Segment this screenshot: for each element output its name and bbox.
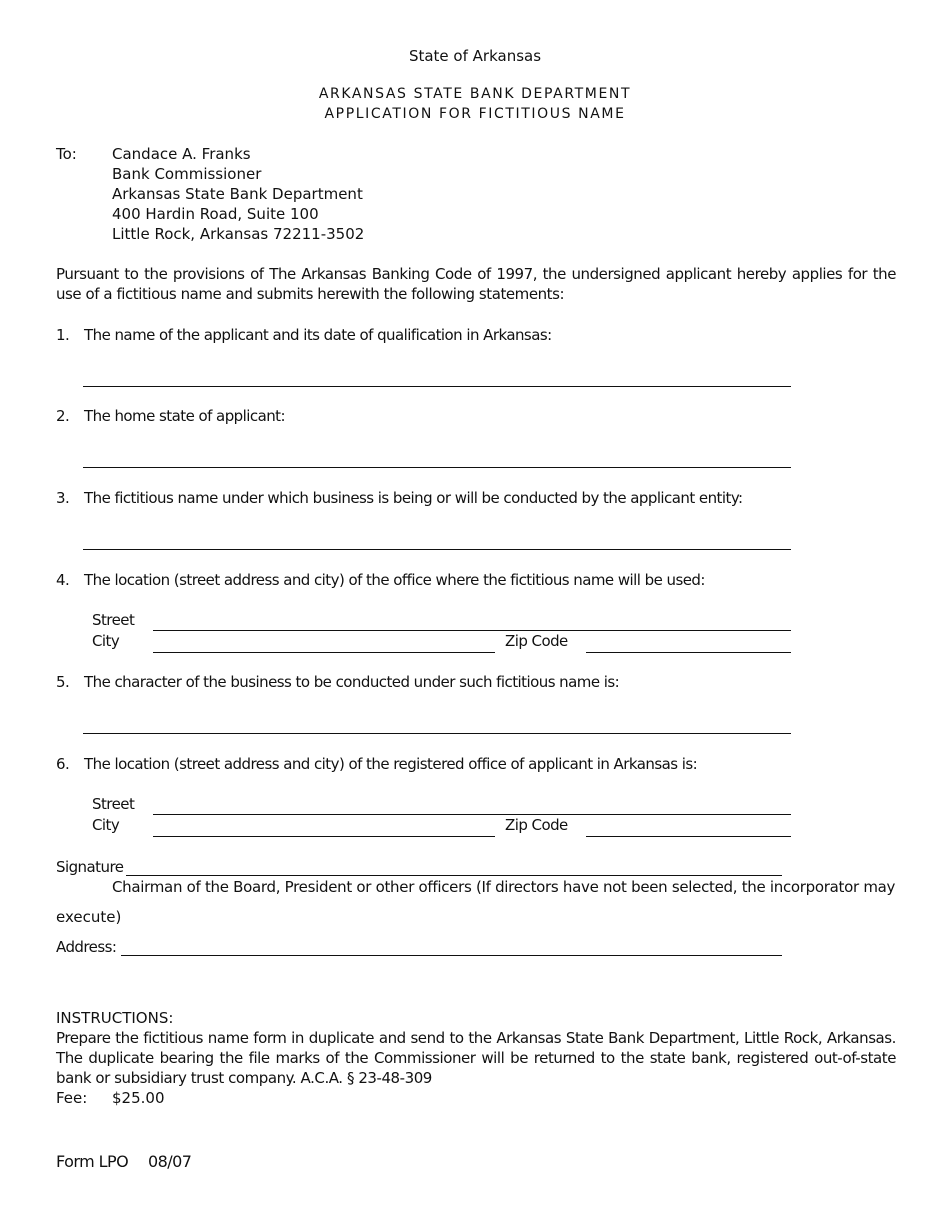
instructions-heading: INSTRUCTIONS: [56, 1009, 174, 1027]
office-city-line[interactable] [153, 652, 495, 653]
city-label: City [92, 816, 120, 834]
registered-street-line[interactable] [153, 814, 791, 815]
address-label: Address: [56, 938, 117, 956]
home-state-line[interactable] [83, 467, 791, 468]
item-text: The name of the applicant and its date of qualification in Arkansas: [84, 326, 552, 344]
addressee-title: Bank Commissioner [112, 165, 262, 183]
form-date: 08/07 [148, 1152, 192, 1171]
item-text: The character of the business to be conducted under such fictitious name is: [84, 673, 620, 691]
applicant-name-line[interactable] [83, 386, 791, 387]
instructions-text: Prepare the fictitious name form in duplicate and send to the Arkansas State Bank Department, Little Rock, Arkansas. The duplicate bearing the file marks of the Commissioner will be returned to the state bank, registered out-of-state bank or subsidiary trust company. A.C.A. § 23-48-309 [56, 1029, 896, 1087]
office-zip-line[interactable] [586, 652, 791, 653]
item-number: 1. [56, 326, 70, 344]
street-label: Street [92, 795, 135, 813]
registered-city-line[interactable] [153, 836, 495, 837]
zip-label: Zip Code [505, 632, 568, 650]
item-number: 2. [56, 407, 70, 425]
business-character-line[interactable] [83, 733, 791, 734]
signature-note: Chairman of the Board, President or other officers (If directors have not been selected, the incorporator may [112, 878, 896, 896]
registered-zip-line[interactable] [586, 836, 791, 837]
signature-line[interactable] [126, 875, 782, 876]
form-title: APPLICATION FOR FICTITIOUS NAME [324, 106, 626, 122]
street-label: Street [92, 611, 135, 629]
fee-label: Fee: [56, 1089, 88, 1107]
item-number: 5. [56, 673, 70, 691]
item-text: The location (street address and city) of the office where the fictitious name will be used: [84, 571, 705, 589]
intro-paragraph: Pursuant to the provisions of The Arkansas Banking Code of 1997, the undersigned applicant hereby applies for the use of a fictitious name and submits herewith the following statements: [56, 265, 896, 303]
item-number: 6. [56, 755, 70, 773]
item-text: The location (street address and city) of the registered office of applicant in Arkansas is: [84, 755, 698, 773]
addressee-name: Candace A. Franks [112, 145, 251, 163]
city-label: City [92, 632, 120, 650]
item-number: 4. [56, 571, 70, 589]
item-text: The fictitious name under which business is being or will be conducted by the applicant entity: [84, 489, 743, 507]
addressee-street: 400 Hardin Road, Suite 100 [112, 205, 319, 223]
form-id: Form LPO [56, 1152, 129, 1171]
addressee-department: Arkansas State Bank Department [112, 185, 363, 203]
department-heading: ARKANSAS STATE BANK DEPARTMENT [318, 86, 632, 102]
to-label: To: [56, 145, 77, 163]
signature-note-continued: execute) [56, 908, 122, 926]
fictitious-name-line[interactable] [83, 549, 791, 550]
office-street-line[interactable] [153, 630, 791, 631]
fee-value: $25.00 [112, 1089, 165, 1107]
item-number: 3. [56, 489, 70, 507]
item-text: The home state of applicant: [84, 407, 286, 425]
state-heading: State of Arkansas [408, 47, 542, 65]
zip-label: Zip Code [505, 816, 568, 834]
signature-label: Signature [56, 858, 124, 876]
addressee-city: Little Rock, Arkansas 72211-3502 [112, 225, 365, 243]
address-line[interactable] [121, 955, 782, 956]
